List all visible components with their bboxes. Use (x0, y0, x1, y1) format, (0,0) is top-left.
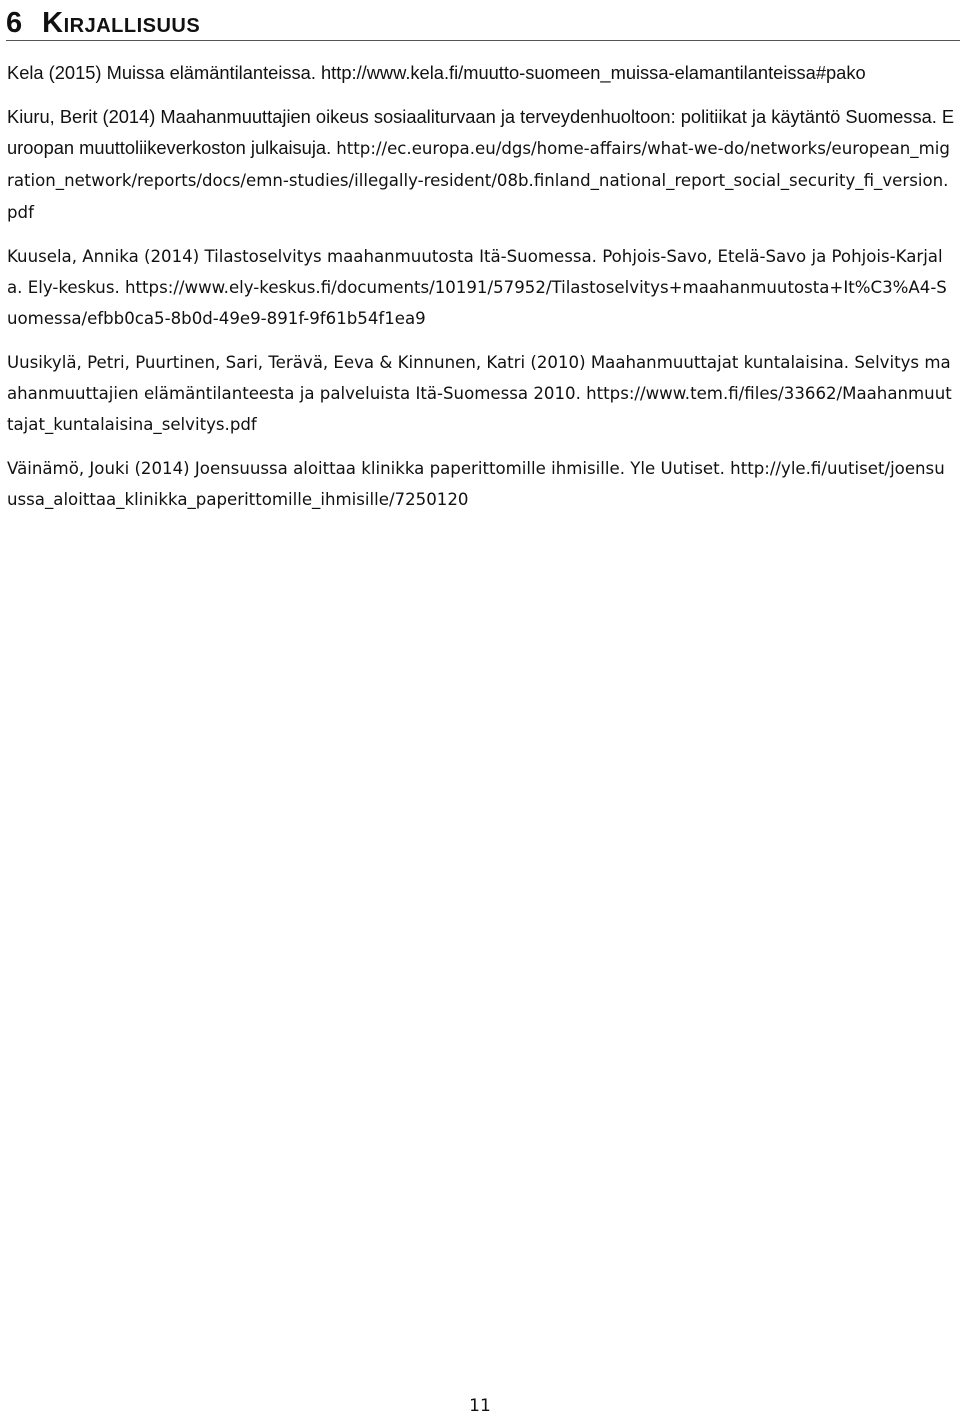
reference-source: Kela (2015) Muissa elämäntilanteissa. (7, 62, 321, 83)
section-title: Kirjallisuus (42, 7, 201, 39)
reference-link[interactable]: http://ec.europa.eu/dgs/home-affairs/what-we-do/networks/european_migration_network/reports/docs/emn-studies/illegally-resident/08b.finland_national_report_social_security_fi_version.pdf (7, 139, 950, 222)
section-heading (6, 0, 960, 41)
reference-source: Uusikylä, Petri, Puurtinen, Sari, Terävä, Eeva & Kinnunen, Katri (2010) Maahanmuuttajat kuntalaisina. Selvitys maahanmuuttajien elämäntilanteesta ja palveluista Itä-Suomessa 2010. (7, 353, 951, 403)
section-number: 6 (6, 7, 23, 39)
reference-source: Kiuru, Berit (2014) Maahanmuuttajien oikeus sosiaaliturvaan ja terveydenhuoltoon: politiikat ja käytäntö Suomessa. Euroopan muuttoliikeverkoston julkaisuja. (7, 106, 955, 158)
reference-item-kuusela (7, 241, 955, 334)
reference-item-kiuru (7, 101, 955, 228)
page-number: 11 (469, 1396, 491, 1416)
reference-list (7, 57, 955, 528)
reference-source: Kuusela, Annika (2014) Tilastoselvitys maahanmuutosta Itä-Suomessa. Pohjois-Savo, Etelä-Savo ja Pohjois-Karjala. Ely-keskus. (7, 247, 943, 297)
reference-item-vainamo (7, 453, 955, 515)
reference-link[interactable]: https://www.tem.fi/files/33662/Maahanmuuttajat_kuntalaisina_selvitys.pdf (7, 384, 952, 434)
reference-item-uusikyla (7, 347, 955, 440)
reference-link[interactable]: https://www.ely-keskus.fi/documents/10191/57952/Tilastoselvitys+maahanmuutosta+It%C3%A4-Suomessa/efbb0ca5-8b0d-49e9-891f-9f61b54f1ea9 (7, 278, 947, 328)
reference-source: Väinämö, Jouki (2014) Joensuussa aloittaa klinikka paperittomille ihmisille. Yle Uutiset. (7, 459, 731, 478)
reference-item-kela (7, 57, 955, 88)
reference-link[interactable]: http://yle.fi/uutiset/joensuussa_aloittaa_klinikka_paperittomille_ihmisille/7250120 (7, 459, 945, 509)
reference-link[interactable]: http://www.kela.fi/muutto-suomeen_muissa-elamantilanteissa#pako (321, 62, 866, 83)
